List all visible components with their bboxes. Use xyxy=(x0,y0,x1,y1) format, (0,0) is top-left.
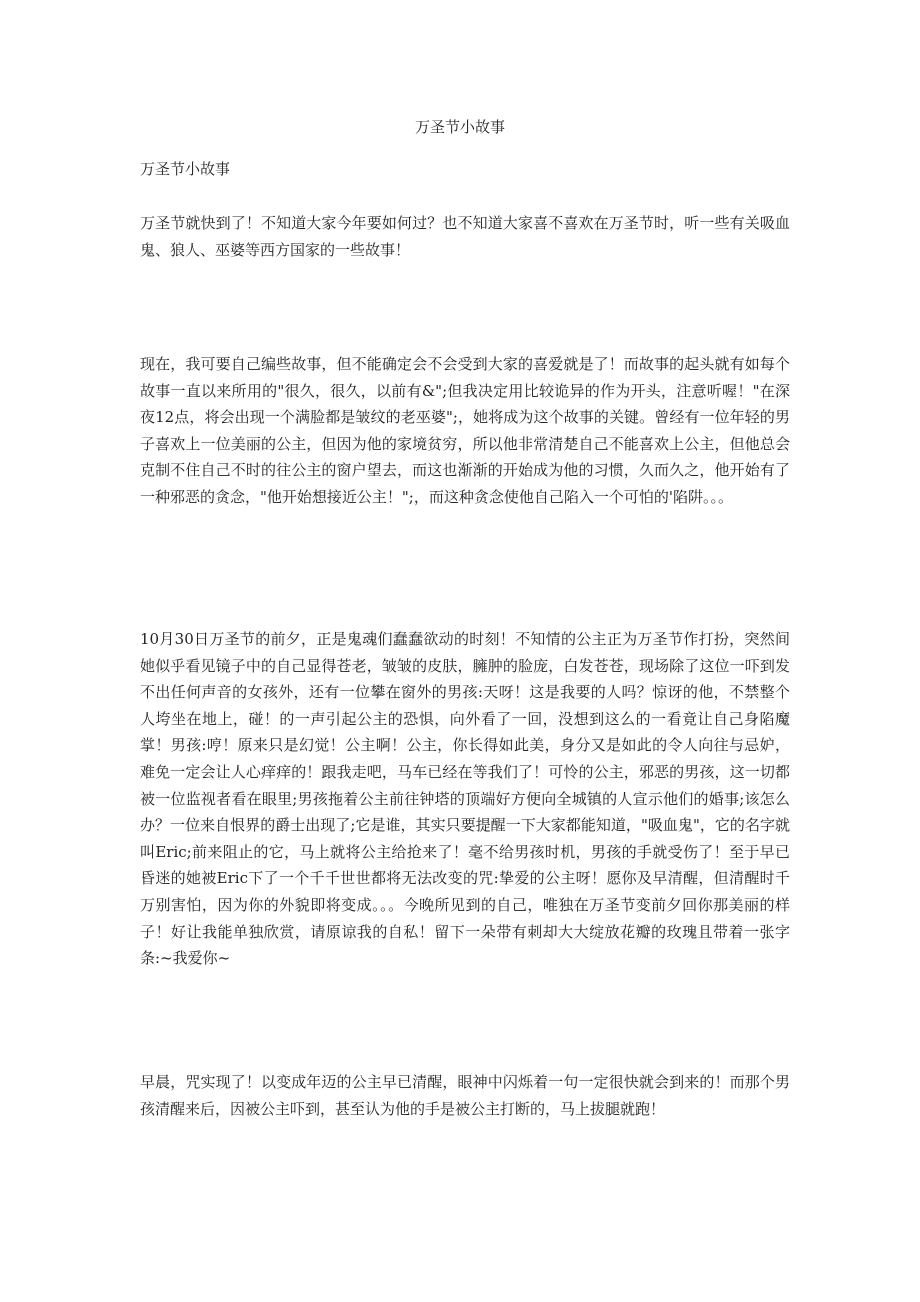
paragraph-halloween-eve: 10月30日万圣节的前夕，正是鬼魂们蠢蠢欲动的时刻！不知情的公主正为万圣节作打扮，突然间她似乎看见镜子中的自己显得苍老，皱皱的皮肤，臃肿的脸庞，白发苍苍，现场除了这位一吓到发不出任何声音的女孩外，还有一位攀在窗外的男孩:天呀！这是我要的人吗？惊讶的他，不禁整个人垮坐在地上，碰！的一声引起公主的恐惧，向外看了一回，没想到这么的一看竟让自己身陷魔掌！男孩:哼！原来只是幻觉！公主啊！公主，你长得如此美，身分又是如此的令人向往与忌妒，难免一定会让人心痒痒的！跟我走吧，马车已经在等我们了！可怜的公主，邪恶的男孩，这一切都被一位监视者看在眼里;男孩拖着公主前往钟塔的顶端好方便向全城镇的人宣示他们的婚事;该怎么办？一位来自恨界的爵士出现了;它是谁，其实只要提醒一下大家都能知道，"吸血鬼"，它的名字就叫Eric;前来阻止的它，马上就将公主给抢来了！毫不给男孩时机，男孩的手就受伤了！至于早已昏迷的她被Eric下了一个千千世世都将无法改变的咒:挚爱的公主呀！愿你及早清醒，但清醒时千万别害怕，因为你的外貌即将变成。。。今晚所见到的自己，唯独在万圣节变前夕回你那美丽的样子！好让我能单独欣赏，请原谅我的自私！留下一朵带有刺却大大绽放花瓣的玫瑰且带着一张字条:~我爱你~ xyxy=(140,630,790,968)
paragraph-morning: 早晨，咒实现了！以变成年迈的公主早已清醒，眼神中闪烁着一句一定很快就会到来的！而那个男孩清醒来后，因被公主吓到，甚至认为他的手是被公主打断的，马上拔腿就跑！ xyxy=(140,1073,790,1118)
paragraph-intro: 万圣节就快到了！不知道大家今年要如何过？也不知道大家喜不喜欢在万圣节时，听一些有关吸血鬼、狼人、巫婆等西方国家的一些故事！ xyxy=(140,214,790,259)
document-title: 万圣节小故事 xyxy=(414,118,505,136)
document-subtitle: 万圣节小故事 xyxy=(140,160,231,178)
paragraph-story-setup: 现在，我可要自己编些故事，但不能确定会不会受到大家的喜爱就是了！而故事的起头就有如每个故事一直以来所用的"很久，很久，以前有&";但我决定用比较诡异的作为开头，注意听喔！"在深夜12点，将会出现一个满脸都是皱纹的老巫婆";，她将成为这个故事的关键。曾经有一位年轻的男子喜欢上一位美丽的公主，但因为他的家境贫穷，所以他非常清楚自己不能喜欢上公主，但他总会克制不住自己不时的往公主的窗户望去，而这也渐渐的开始成为他的习惯，久而久之，他开始有了一种邪恶的贪念，"他开始想接近公主！";，而这种贪念使他自己陷入一个可怕的'陷阱。。。 xyxy=(140,355,790,506)
